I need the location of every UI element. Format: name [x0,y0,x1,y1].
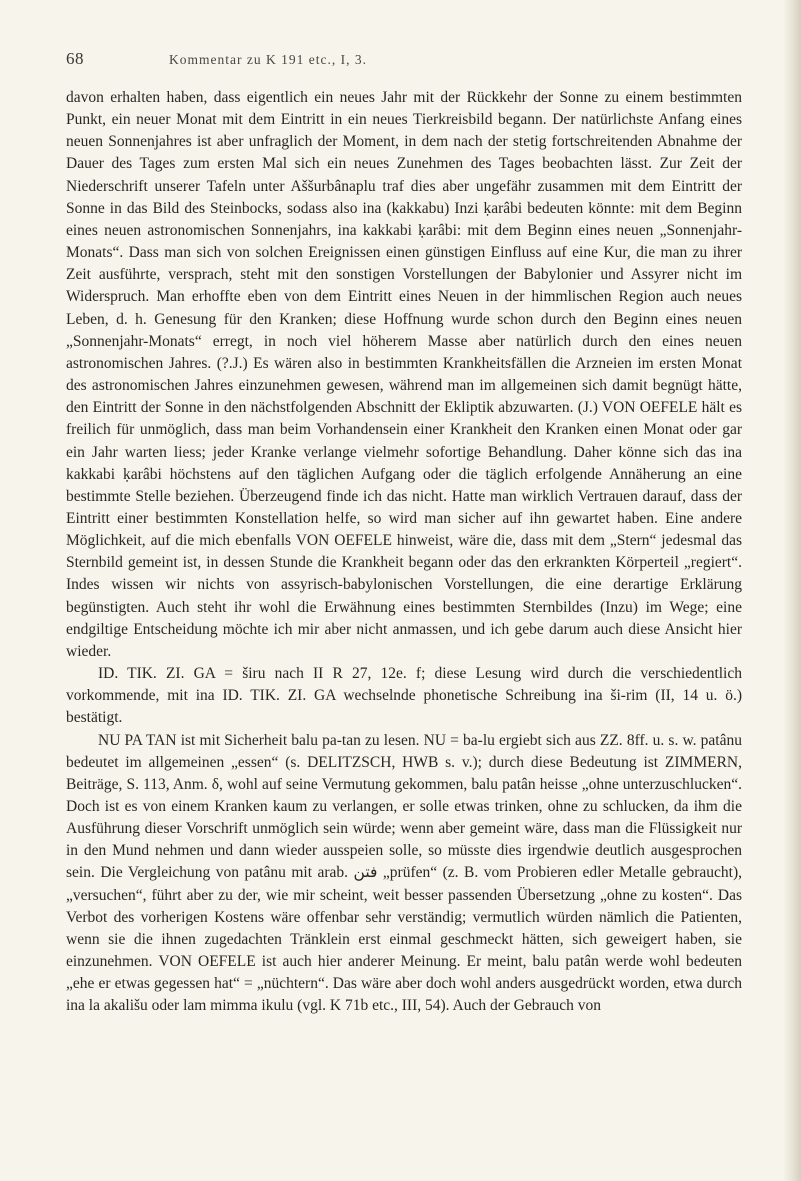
page-edge-shadow [783,0,801,1181]
running-head: Kommentar zu K 191 etc., I, 3. [169,52,367,67]
paragraph: ID. TIK. ZI. GA = širu nach II R 27, 12e. f; diese Lesung wird durch die verschiedentlich vorkommende, mit ina ID. TIK. ZI. GA wechselnde phonetische Schreibung ina ši-rim (II, 14 u. ö.) bestätigt. [66,665,742,727]
page-header [66,47,742,77]
paragraph: davon erhalten haben, dass eigentlich ein neues Jahr mit der Rückkehr der Sonne zu einem bestimmten Punkt, ein neuer Monat mit dem Eintritt in ein neues Tierkreisbild begann. Der natürlichste Anfang eines neuen Sonnenjahres ist aber unfraglich der Moment, in dem nach der stetig fortschreitenden Abnahme der Dauer des Tages zum ersten Mal sich ein neues Zunehmen des Tages beobachten lässt. Zur Zeit der Niederschrift unserer Tafeln unter Aššurbânaplu traf dies aber ungefähr zusammen mit dem Eintritt der Sonne in das Bild des Steinbocks, sodass also ina (kakkabu) Inzi ḳarâbi bedeuten könnte: mit dem Beginn eines neuen astronomischen Sonnenjahrs, ina kakkabi ḳarâbi: mit dem Beginn eines neuen „Sonnenjahr-Monats“. Dass man sich von solchen Ereignissen einen günstigen Einfluss auf eine Kur, die man zu ihrer Zeit ausführte, versprach, steht mit den sonstigen Vorstellungen der Babylonier und Assyrer nicht im Widerspruch. Man erhoffte eben von dem Eintritt eines Neuen in der himmlischen Region auch neues Leben, d. h. Genesung für den Kranken; diese Hoffnung wurde schon durch den Beginn eines neuen „Sonnenjahr-Monats“ erregt, in noch viel höherem Masse aber natürlich durch den eines neuen astronomischen Jahres. (?.J.) Es wären also in bestimmten Krankheitsfällen die Arzneien im ersten Monat des astronomischen Jahres einzunehmen gewesen, während man im allgemeinen sich damit begnügt hätte, den Eintritt der Sonne in den nächstfolgenden Abschnitt der Ekliptik abzuwarten. (J.) VON OEFELE hält es freilich für unmöglich, dass man beim Vorhandensein einer Krankheit den Kranken einen Monat oder gar ein Jahr warten liess; jeder Kranke verlange vielmehr sofortige Behandlung. Daher könne sich das ina kakkabi ḳarâbi höchstens auf den täglichen Aufgang oder die täglich erfolgende Annäherung an eine bestimmte Stelle beziehen. Überzeugend finde ich das nicht. Hatte man wirklich Vertrauen darauf, dass der Eintritt einer bestimmten Konstellation helfe, so wird man sicher auf ihn gewartet haben. Eine andere Möglichkeit, auf die mich ebenfalls VON OEFELE hinweist, wäre die, dass mit dem „Stern“ jedesmal das Sternbild gemeint ist, in dessen Stunde die Krankheit begann oder das den erkrankten Körperteil „regiert“. Indes wissen wir nichts von assyrisch-babylonischen Vorstellungen, die eine derartige Erklärung begünstigten. Auch steht ihr wohl die Erwähnung eines bestimmten Sternbildes (Inzu) im Wege; eine endgiltige Entscheidung möchte ich mir aber nicht anmassen, und ich gebe darum auch diese Ansicht hier wieder. [66,89,742,660]
page-number: 68 [66,49,84,68]
body-text [66,87,742,1018]
paragraph: NU PA TAN ist mit Sicherheit balu pa-tan zu lesen. NU = ba-lu ergiebt sich aus ZZ. 8ff. u. s. w. patânu bedeutet im allgemeinen „essen“ (s. DELITZSCH, HWB s. v.); durch diese Bedeutung ist ZIMMERN, Beiträge, S. 113, Anm. δ, wohl auf seine Vermutung gekommen, balu patân heisse „ohne unterzuschlucken“. Doch ist es von einem Kranken kaum zu verlangen, er solle etwas trinken, ohne zu schlucken, da ihm die Ausführung dieser Vorschrift unmöglich sein würde; wenn aber gemeint wäre, dass man die Flüssigkeit nur in den Mund nehmen und dann wieder ausspeien solle, so müsste dies irgendwie deutlich ausgesprochen sein. Die Vergleichung von patânu mit arab. فتن „prüfen“ (z. B. vom Probieren edler Metalle gebraucht), „versuchen“, führt aber zu der, wie mir scheint, weit besser passenden Übersetzung „ohne zu kosten“. Das Verbot des vorherigen Kostens wäre offenbar sehr verständig; vermutlich würden nämlich die Patienten, wenn sie die ihnen zugedachten Tränklein erst einmal geschmeckt hätten, sich geweigert haben, sie einzunehmen. VON OEFELE ist auch hier anderer Meinung. Er meint, balu patân werde wohl bedeuten „ehe er etwas gegessen hat“ = „nüchtern“. Das wäre aber doch wohl anders ausgedrückt worden, etwa durch ina la akališu oder lam mimma ikulu (vgl. K 71b etc., III, 54). Auch der Gebrauch von [66,731,742,1015]
